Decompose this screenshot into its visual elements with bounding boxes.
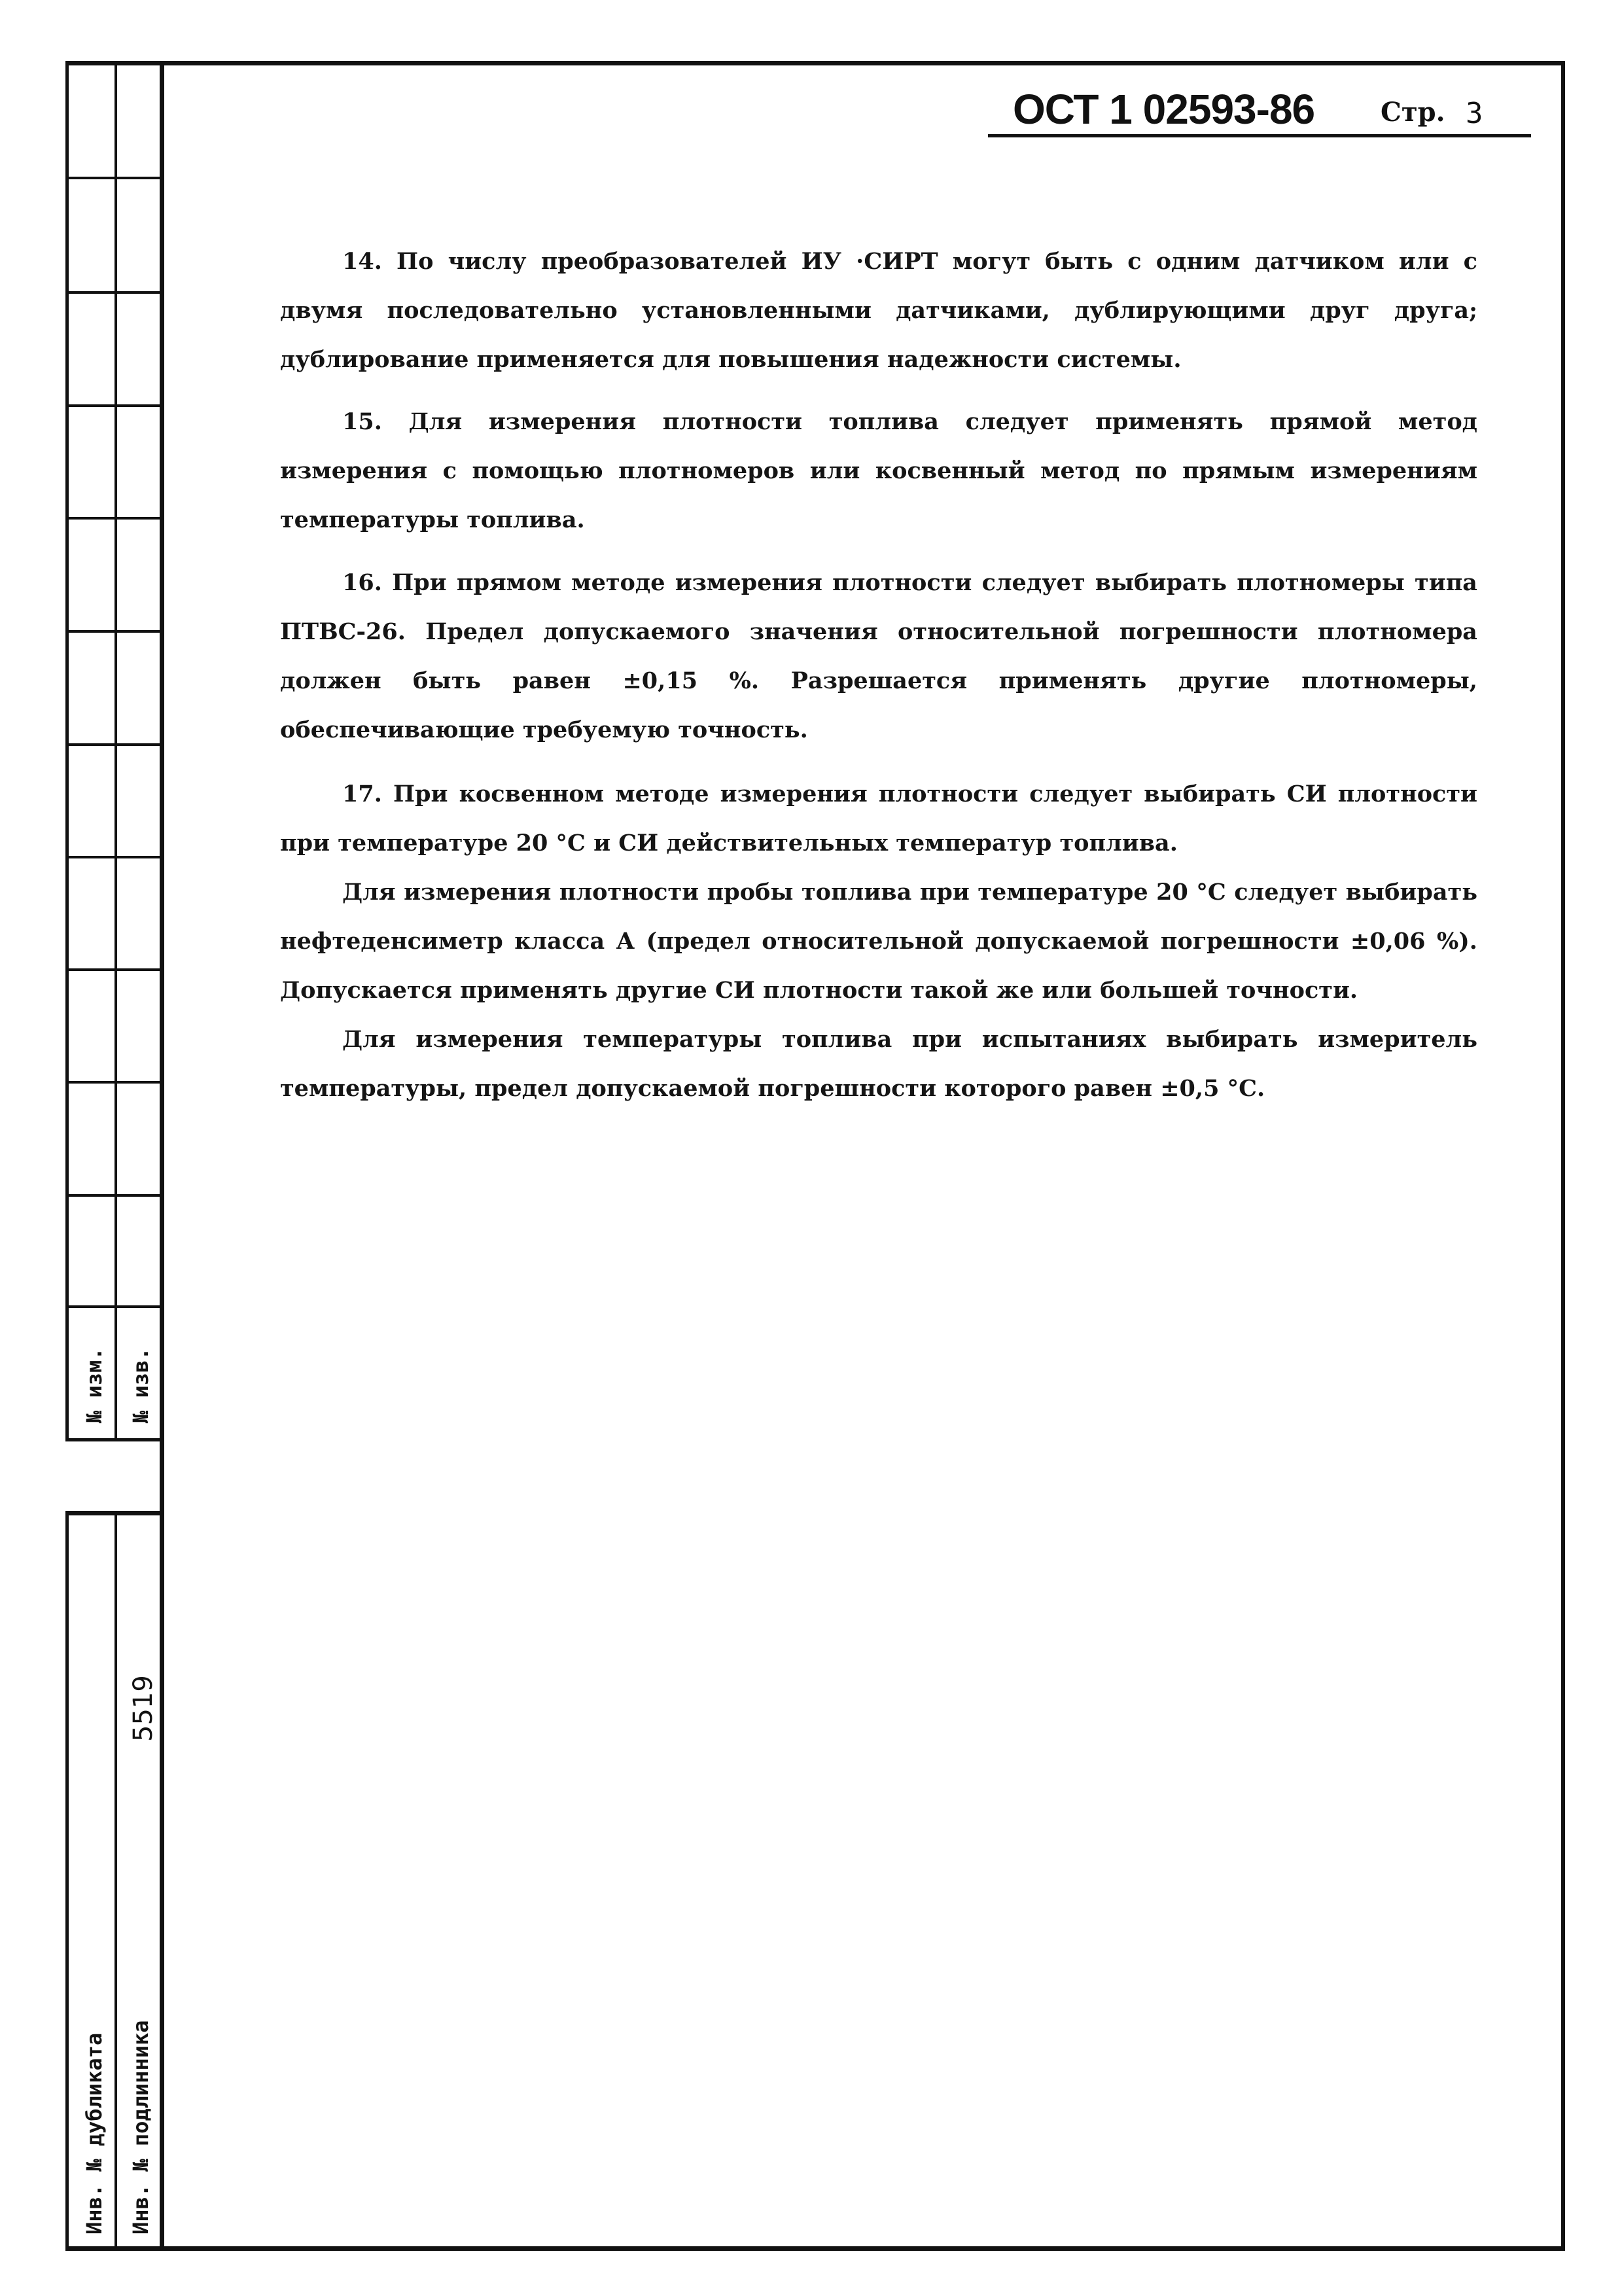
stamp-row-line xyxy=(69,1081,164,1084)
side-stamp-upper xyxy=(65,61,164,1441)
paragraph-14 xyxy=(280,237,1477,384)
stamp-row-line xyxy=(69,404,164,407)
paragraph-16-text: 16. При прямом методе измерения плотности следует выбирать плотномеры типа ПТВС-26. Предел допускаемого значения относительной погрешности плотномера должен быть равен ±0,15 %. Разрешается применять другие плотномеры, обеспечивающие требуемую точность. xyxy=(280,569,1477,743)
stamp-row-line xyxy=(69,1194,164,1197)
change-number-label: № изм. xyxy=(82,1347,107,1423)
paragraph-17b-text: Для измерения плотности пробы топлива при температуре 20 °С следует выбирать нефтеденсиметр класса А (предел относительной допускаемой погрешности ±0,06 %). Допускается применять другие СИ плотности такой же или большей точности. xyxy=(280,879,1477,1004)
stamp-row-line xyxy=(69,856,164,858)
stamp-divider xyxy=(115,65,117,1438)
page-label: Стр. xyxy=(1381,97,1445,128)
document-code: ОСТ 1 02593-86 xyxy=(1013,86,1315,133)
original-inventory-label: Инв. № подлинника xyxy=(128,2020,153,2234)
stamp-row-line xyxy=(69,630,164,633)
paragraph-15 xyxy=(280,397,1477,544)
stamp-row-line xyxy=(69,968,164,971)
stamp-row-line xyxy=(69,517,164,520)
duplicate-inventory-label: Инв. № дубликата xyxy=(82,2032,107,2234)
stamp-row-line xyxy=(69,291,164,294)
header-underline xyxy=(988,134,1531,137)
paragraph-14-text: 14. По числу преобразователей ИУ ·СИРТ могут быть с одним датчиком или с двумя последовательно установленными датчиками, дублирующими друг друга; дублирование применяется для повышения надежности системы. xyxy=(280,248,1477,373)
paragraph-15-text: 15. Для измерения плотности топлива следует применять прямой метод измерения с помощью плотномеров или косвенный метод по прямым измерениям температуры топлива. xyxy=(280,408,1477,533)
paragraph-16 xyxy=(280,558,1477,754)
notice-number-label: № изв. xyxy=(128,1347,153,1423)
paragraph-17 xyxy=(280,769,1477,1113)
original-inventory-number: 5519 xyxy=(128,1675,158,1742)
stamp-row-line xyxy=(69,177,164,179)
page-frame xyxy=(160,61,1565,2251)
stamp-divider xyxy=(115,1515,117,2246)
page-number: 3 xyxy=(1466,97,1483,130)
paragraph-17c-text: Для измерения температуры топлива при испытаниях выбирать измеритель температуры, предел допускаемой погрешности которого равен ±0,5 °С. xyxy=(280,1026,1477,1102)
stamp-row-line xyxy=(69,743,164,746)
stamp-row-line xyxy=(69,1305,164,1308)
paragraph-17a-text: 17. При косвенном методе измерения плотности следует выбирать СИ плотности при температуре 20 °С и СИ действительных температур топлива. xyxy=(280,781,1477,857)
